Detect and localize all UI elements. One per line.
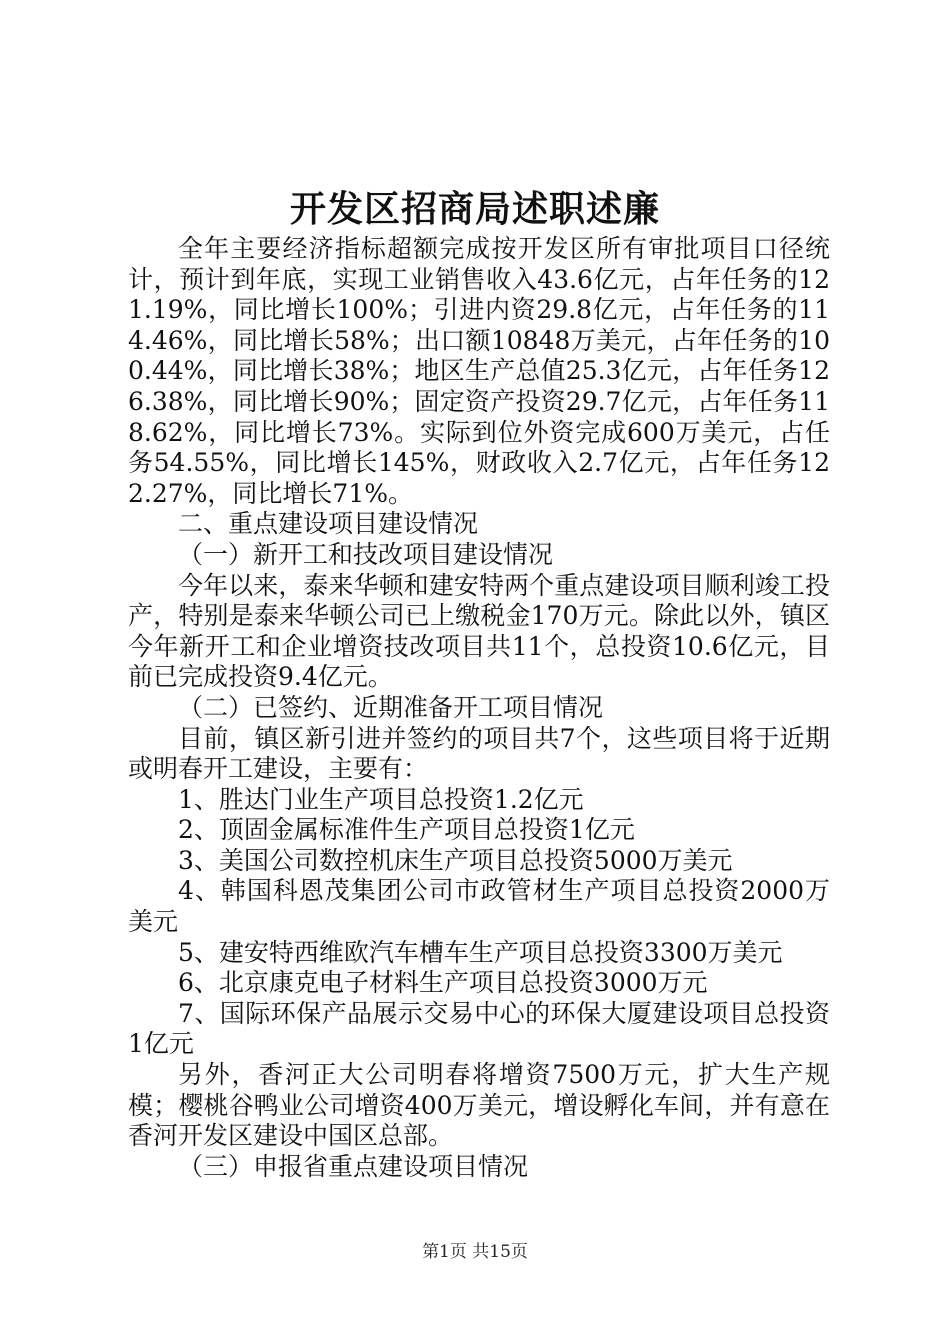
list-item: 5、建安特西维欧汽车槽车生产项目总投资3300万美元 (178, 937, 783, 967)
paragraph-new-projects: 今年以来，泰来华顿和建安特两个重点建设项目顺利竣工投产，特别是泰来华顿公司已上缴税金170万元。除此以外，镇区今年新开工和企业增资技改项目共11个，总投资10.6亿元，目前已完成投资9.4亿元。 (128, 570, 830, 692)
subheading-new-projects: （一）新开工和技改项目建设情况 (178, 539, 554, 569)
list-item: 7、国际环保产品展示交易中心的环保大厦建设项目总投资1亿元 (128, 998, 830, 1059)
section-heading-key-projects: 二、重点建设项目建设情况 (178, 509, 479, 539)
document-body (128, 234, 830, 1182)
subheading-signed-projects: （二）已签约、近期准备开工项目情况 (178, 692, 604, 722)
list-item: 2、顶固金属标准件生产项目总投资1亿元 (178, 815, 635, 845)
page-footer: 第1页 共15页 (422, 1242, 528, 1262)
list-item: 4、韩国科恩茂集团公司市政管材生产项目总投资2000万美元 (128, 876, 830, 937)
paragraph-additional-investment: 另外，香河正大公司明春将增资7500万元，扩大生产规模；樱桃谷鸭业公司增资400万美元，增设孵化车间，并有意在香河开发区建设中国区总部。 (128, 1060, 830, 1151)
list-item: 1、胜达门业生产项目总投资1.2亿元 (178, 784, 584, 814)
document-title: 开发区招商局述职述廉 (289, 189, 660, 230)
list-item: 6、北京康克电子材料生产项目总投资3000万元 (178, 968, 708, 998)
paragraph-signed-projects: 目前，镇区新引进并签约的项目共7个，这些项目将于近期或明春开工建设，主要有： (128, 723, 830, 784)
subheading-provincial-projects: （三）申报省重点建设项目情况 (178, 1151, 529, 1181)
paragraph-economic-indicators: 全年主要经济指标超额完成按开发区所有审批项目口径统计，预计到年底，实现工业销售收入43.6亿元，占年任务的121.19%，同比增长100%；引进内资29.8亿元，占年任务的114.46%，同比增长58%；出口额10848万美元，占年任务的100.44%，同比增长38%；地区生产总值25.3亿元，占年任务126.38%，同比增长90%；固定资产投资29.7亿元，占年任务118.62%，同比增长73%。实际到位外资完成600万美元，占任务54.55%，同比增长145%，财政收入2.7亿元，占年任务122.27%，同比增长71%。 (128, 234, 830, 508)
list-item: 3、美国公司数控机床生产项目总投资5000万美元 (178, 845, 733, 875)
